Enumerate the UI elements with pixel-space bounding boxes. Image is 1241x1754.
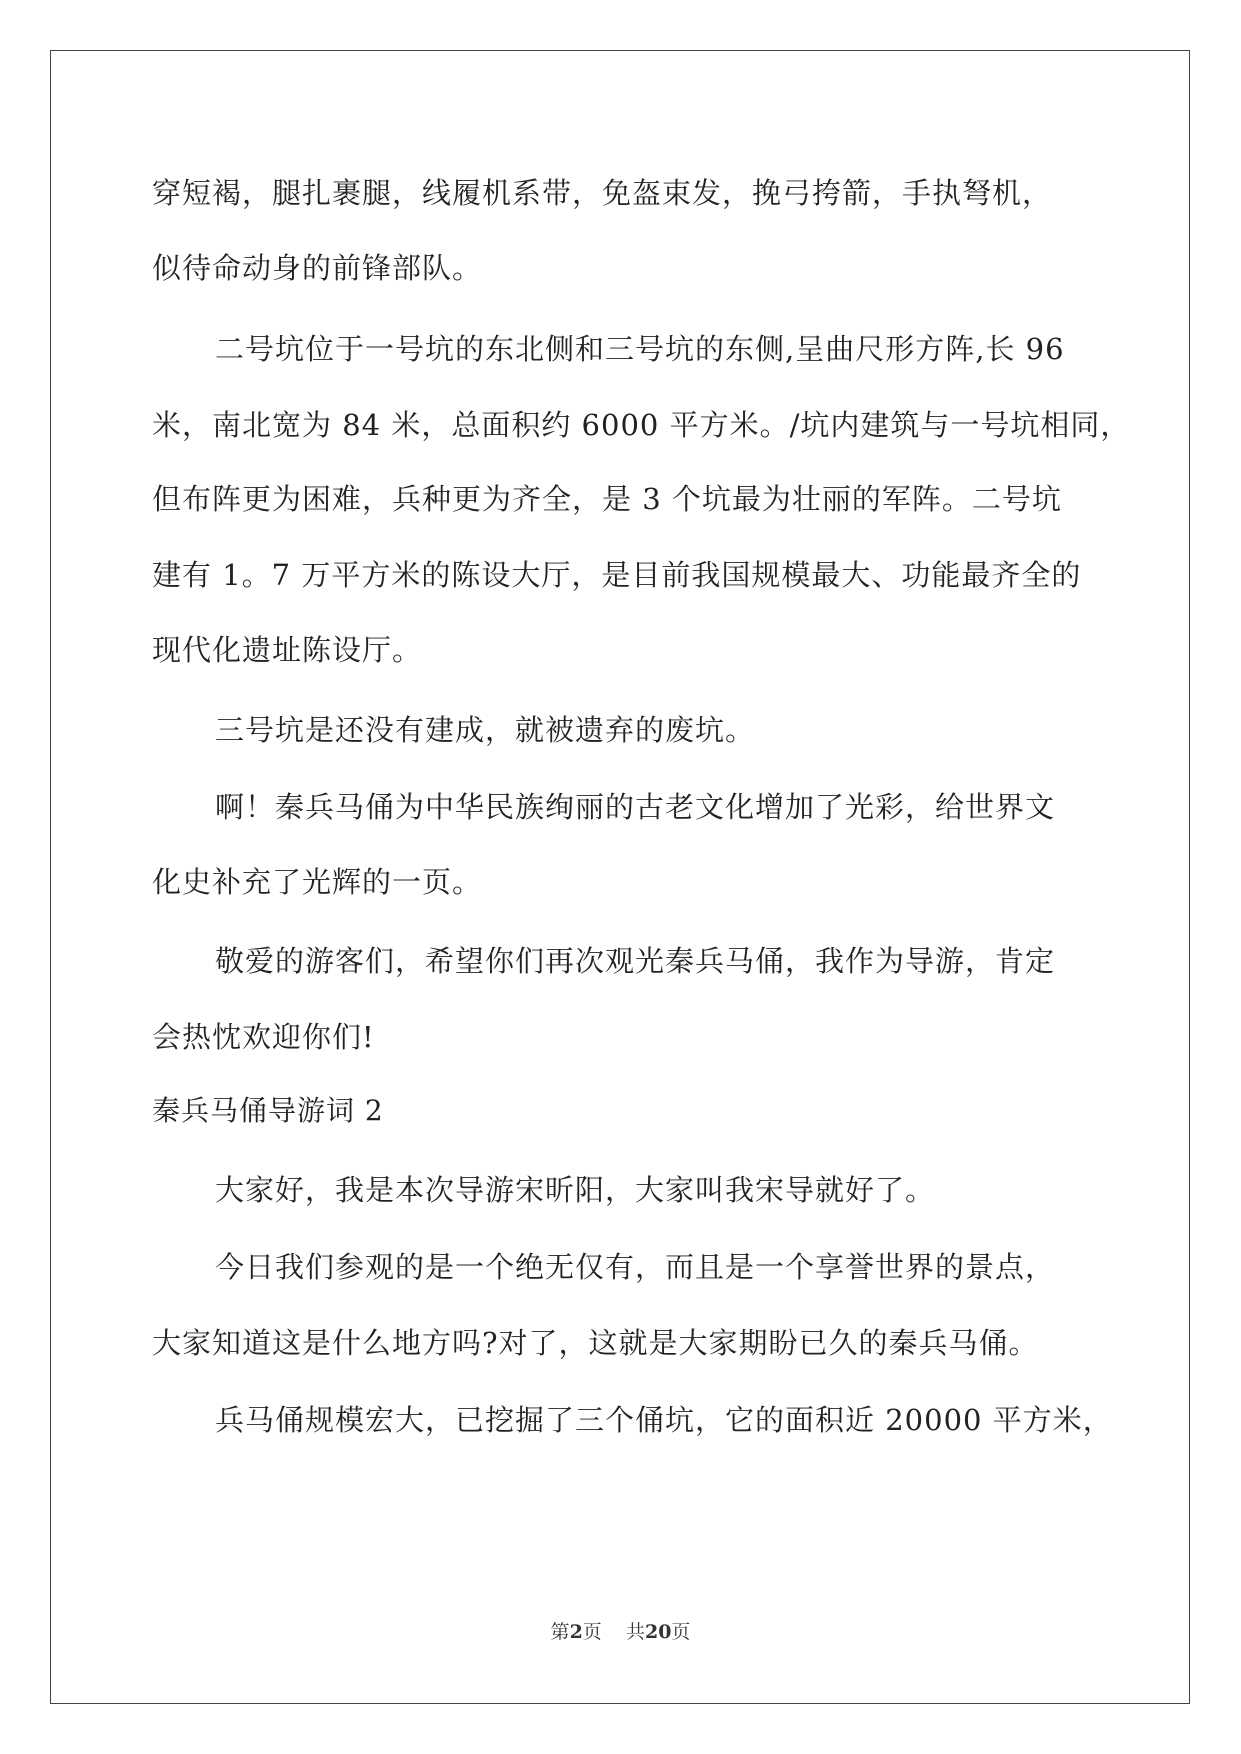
text-line: 三号坑是还没有建成，就被遗弃的废坑。: [215, 713, 756, 747]
text-line: 似待命动身的前锋部队。: [152, 251, 483, 285]
footer-suffix: 页: [671, 1621, 691, 1643]
footer-middle: 页 共: [582, 1621, 645, 1643]
footer-prefix: 第: [550, 1621, 570, 1643]
text-line: 化史补充了光辉的一页。: [152, 865, 483, 899]
text-line: 但布阵更为困难，兵种更为齐全，是 3 个坑最为壮丽的军阵。二号坑: [152, 482, 1062, 516]
text-line: 建有 1。7 万平方米的陈设大厅，是目前我国规模最大、功能最齐全的: [152, 558, 1082, 592]
text-line: 大家知道这是什么地方吗?对了，这就是大家期盼已久的秦兵马俑。: [152, 1326, 1039, 1360]
text-line: 啊！秦兵马俑为中华民族绚丽的古老文化增加了光彩，给世界文: [215, 790, 1056, 824]
total-page-number: 20: [644, 1621, 672, 1643]
text-line: 米，南北宽为 84 米，总面积约 6000 平方米。/坑内建筑与一号坑相同，: [152, 408, 1131, 442]
section-heading: 秦兵马俑导游词 2: [152, 1094, 384, 1127]
text-line: 敬爱的游客们，希望你们再次观光秦兵马俑，我作为导游，肯定: [215, 944, 1056, 978]
text-line: 兵马俑规模宏大，已挖掘了三个俑坑，它的面积近 20000 平方米，: [215, 1403, 1113, 1437]
page-footer: [0, 1620, 1241, 1644]
text-line: 二号坑位于一号坑的东北侧和三号坑的东侧,呈曲尺形方阵,长 96: [215, 332, 1065, 366]
text-line: 穿短褐，腿扎裹腿，线履机系带，免盔束发，挽弓挎箭，手执弩机，: [152, 176, 1053, 210]
text-line: 会热忱欢迎你们!: [152, 1020, 375, 1054]
text-line: 今日我们参观的是一个绝无仅有，而且是一个享誉世界的景点，: [215, 1250, 1056, 1284]
text-line: 现代化遗址陈设厅。: [152, 633, 423, 667]
current-page-number: 2: [569, 1621, 583, 1643]
text-line: 大家好，我是本次导游宋昕阳，大家叫我宋导就好了。: [215, 1173, 936, 1207]
